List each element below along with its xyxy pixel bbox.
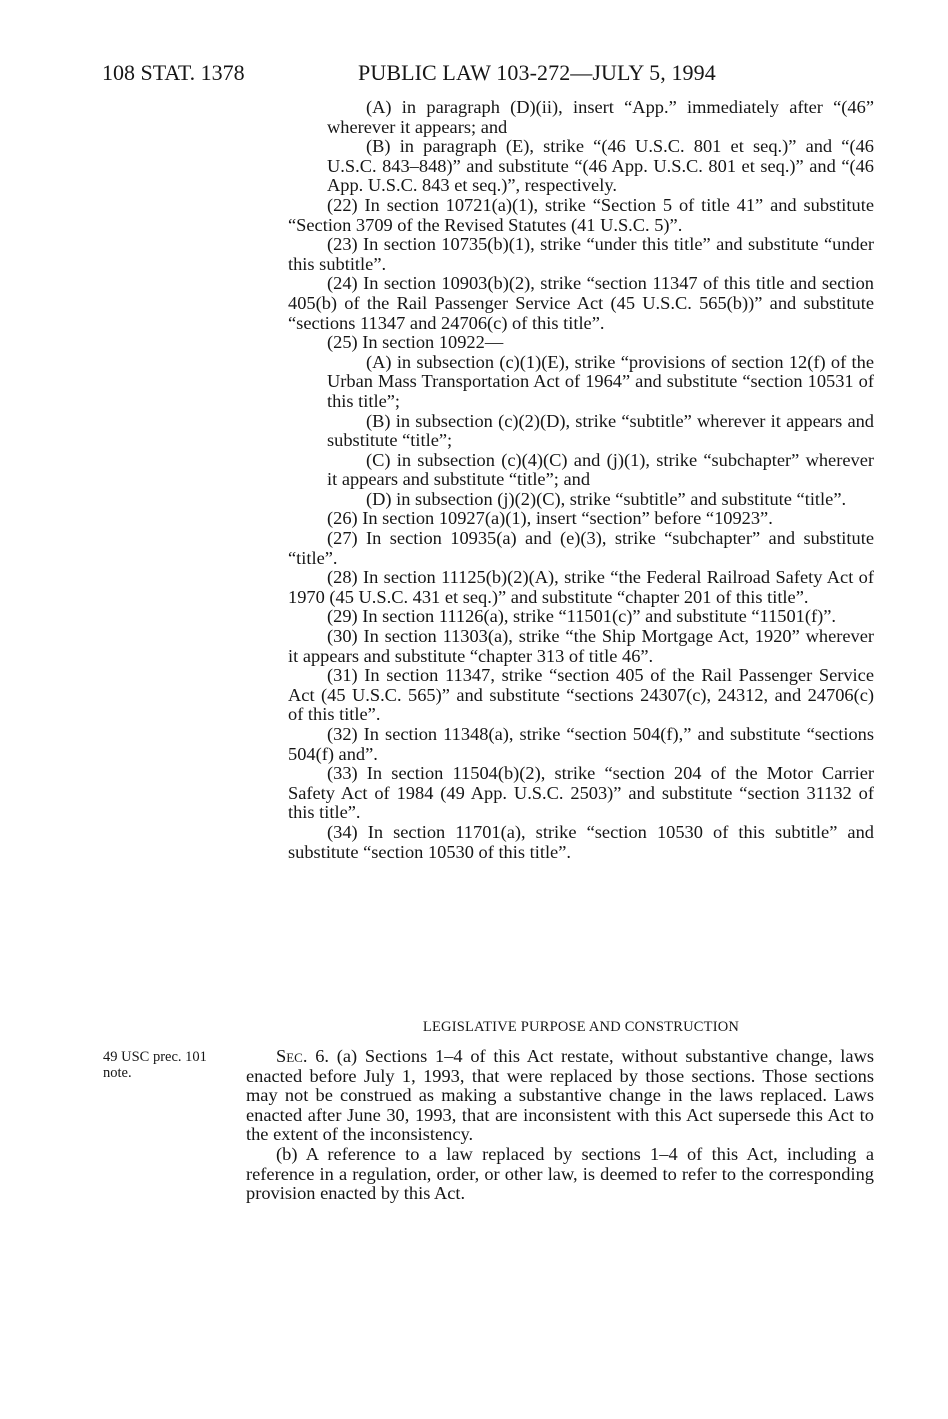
paragraph: (D) in subsection (j)(2)(C), strike “subtitle” and substitute “title”. xyxy=(366,488,847,509)
paragraph: (24) In section 10903(b)(2), strike “section 11347 of this title and section 405(b) of the Rail Passenger Service Act (45 U.S.C. 565(b))” and substitute “sections 11347 and 24706(c) of this title”. xyxy=(288,273,874,333)
statute-page-citation: 108 STAT. 1378 xyxy=(102,60,245,85)
page-header xyxy=(102,58,872,88)
paragraph: (25) In section 10922— xyxy=(327,332,504,353)
paragraph: (29) In section 11126(a), strike “11501(c)” and substitute “11501(f)”. xyxy=(327,606,836,627)
margin-note: 49 USC prec. 101 note. xyxy=(103,1049,207,1081)
law-title: PUBLIC LAW 103-272—JULY 5, 1994 xyxy=(358,60,716,85)
section-6-text-a: (a) Sections 1–4 of this Act restate, without substantive change, laws enacted before July 1, 1993, that were replaced by those sections. Those sections may not be construed as making a substantive change in the laws replaced. Laws enacted after June 30, 1993, that are inconsistent with this Act supersede this Act to the extent of the inconsistency. xyxy=(246,1046,875,1145)
paragraph: (27) In section 10935(a) and (e)(3), strike “subchapter” and substitute “title”. xyxy=(288,528,874,568)
paragraph: (32) In section 11348(a), strike “section 504(f),” and substitute “sections 504(f) and”. xyxy=(288,724,874,764)
paragraph: (26) In section 10927(a)(1), insert “section” before “10923”. xyxy=(327,508,773,529)
paragraph: (28) In section 11125(b)(2)(A), strike “the Federal Railroad Safety Act of 1970 (45 U.S.C. 431 et seq.)” and substitute “chapter 201 of this title”. xyxy=(288,567,874,607)
section-6-paragraph-b: (b) A reference to a law replaced by sections 1–4 of this Act, including a reference in a regulation, order, or other law, is deemed to refer to the corresponding provision enacted by this Act. xyxy=(246,1143,874,1204)
paragraph: (B) in subsection (c)(2)(D), strike “subtitle” wherever it appears and substitute “title”; xyxy=(327,410,874,451)
paragraph: (22) In section 10721(a)(1), strike “Section 5 of title 41” and substitute “Section 3709 of the Revised Statutes (41 U.S.C. 5)”. xyxy=(288,194,874,235)
section-label: Sec. 6. xyxy=(276,1046,329,1066)
paragraph: (33) In section 11504(b)(2), strike “section 204 of the Motor Carrier Safety Act of 1984 (49 App. U.S.C. 2503)” and substitute “section 31132 of this title”. xyxy=(288,763,874,823)
paragraph: (34) In section 11701(a), strike “section 10530 of this subtitle” and substitute “section 10530 of this title”. xyxy=(288,821,874,862)
paragraph: (B) in paragraph (E), strike “(46 U.S.C. 801 et seq.)” and “(46 U.S.C. 843–848)” and substitute “(46 App. U.S.C. 801 et seq.)” and “(46 App. U.S.C. 843 et seq.)”, respectively. xyxy=(327,136,874,196)
section-6-body xyxy=(246,1047,874,1204)
paragraph: (A) in paragraph (D)(ii), insert “App.” immediately after “(46” wherever it appears; and xyxy=(327,97,874,137)
paragraph: (23) In section 10735(b)(1), strike “under this title” and substitute “under this subtitle”. xyxy=(288,234,874,274)
section-6-paragraph-a xyxy=(246,1047,874,1145)
amendment-list xyxy=(288,98,874,862)
paragraph: (A) in subsection (c)(1)(E), strike “provisions of section 12(f) of the Urban Mass Transportation Act of 1964” and substitute “section 10531 of this title”; xyxy=(327,351,874,411)
paragraph: (C) in subsection (c)(4)(C) and (j)(1), strike “subchapter” wherever it appears and substitute “title”; and xyxy=(327,449,874,490)
paragraph: (31) In section 11347, strike “section 405 of the Rail Passenger Service Act (45 U.S.C. 565)” and substitute “sections 24307(c), 24312, and 24706(c) of this title”. xyxy=(288,665,874,725)
paragraph: (30) In section 11303(a), strike “the Ship Mortgage Act, 1920” wherever it appears and substitute “chapter 313 of title 46”. xyxy=(288,626,874,666)
section-heading: LEGISLATIVE PURPOSE AND CONSTRUCTION xyxy=(422,1019,740,1035)
